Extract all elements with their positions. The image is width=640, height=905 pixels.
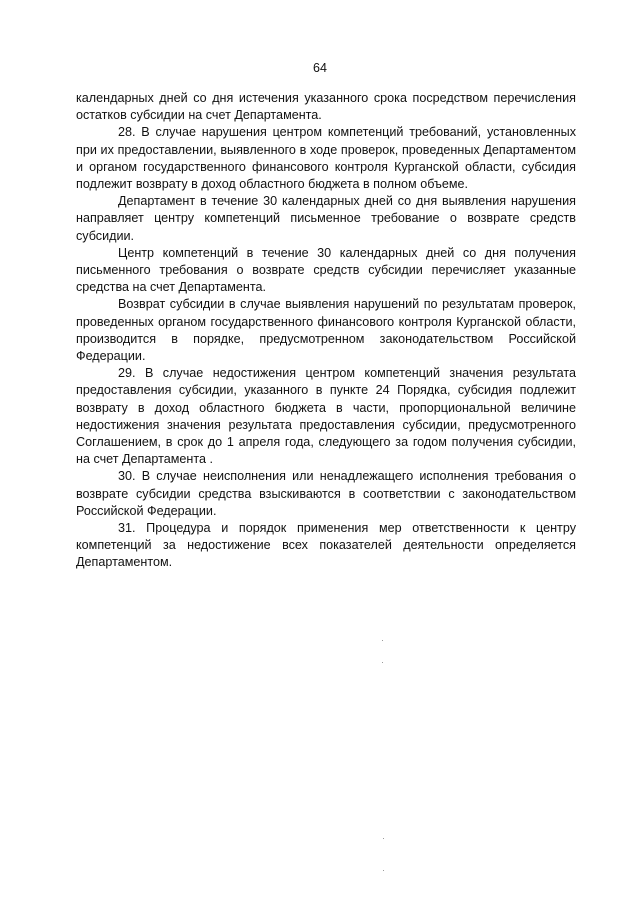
page-number: 64: [313, 61, 327, 75]
paragraph-department-demand: Департамент в течение 30 календарных дней со дня выявления нарушения направляет центру компетенций письменное требование о возврате средств субсидии.: [76, 194, 576, 243]
scan-speck: [383, 870, 384, 871]
paragraph-center-transfer: Центр компетенций в течение 30 календарных дней со дня получения письменного требования о возврате средств субсидии перечисляет указанные средства на счет Департамента.: [76, 245, 576, 295]
paragraph-30: 30. В случае неисполнения или ненадлежащего исполнения требования о возврате субсидии средства взыскиваются в соответствии с законодательством Российской Федерации.: [76, 469, 576, 518]
paragraph-continuation: календарных дней со дня истечения указанного срока посредством перечисления остатков субсидии на счет Департамента.: [76, 91, 576, 123]
paragraph-28: 28. В случае нарушения центром компетенций требований, установленных при их предоставлении, выявленного в ходе проверок, проведенных Департаментом и органом государственного финансового контроля Курганской области, субсидия подлежит возврату в доход областного бюджета в полном объеме.: [76, 125, 576, 192]
scan-speck: [382, 640, 383, 641]
paragraph-return-procedure: Возврат субсидии в случае выявления нарушений по результатам проверок, проведенных органом государственного финансового контроля Курганской области, производится в порядке, предусмотренном законодательством Российской Федерации.: [76, 297, 576, 364]
scan-speck: [382, 662, 383, 663]
document-body: [76, 90, 576, 572]
paragraph-31: 31. Процедура и порядок применения мер ответственности к центру компетенций за недостижение всех показателей деятельности определяется Департаментом.: [76, 521, 576, 570]
scan-speck: [383, 838, 384, 839]
paragraph-29: 29. В случае недостижения центром компетенций значения результата предоставления субсидии, указанного в пункте 24 Порядка, субсидия подлежит возврату в доход областного бюджета в части, пропорциональной величине недостижения значения результата предоставления субсидии, предусмотренного Соглашением, в срок до 1 апреля года, следующего за годом получения субсидии, на счет Департамента .: [76, 366, 576, 467]
